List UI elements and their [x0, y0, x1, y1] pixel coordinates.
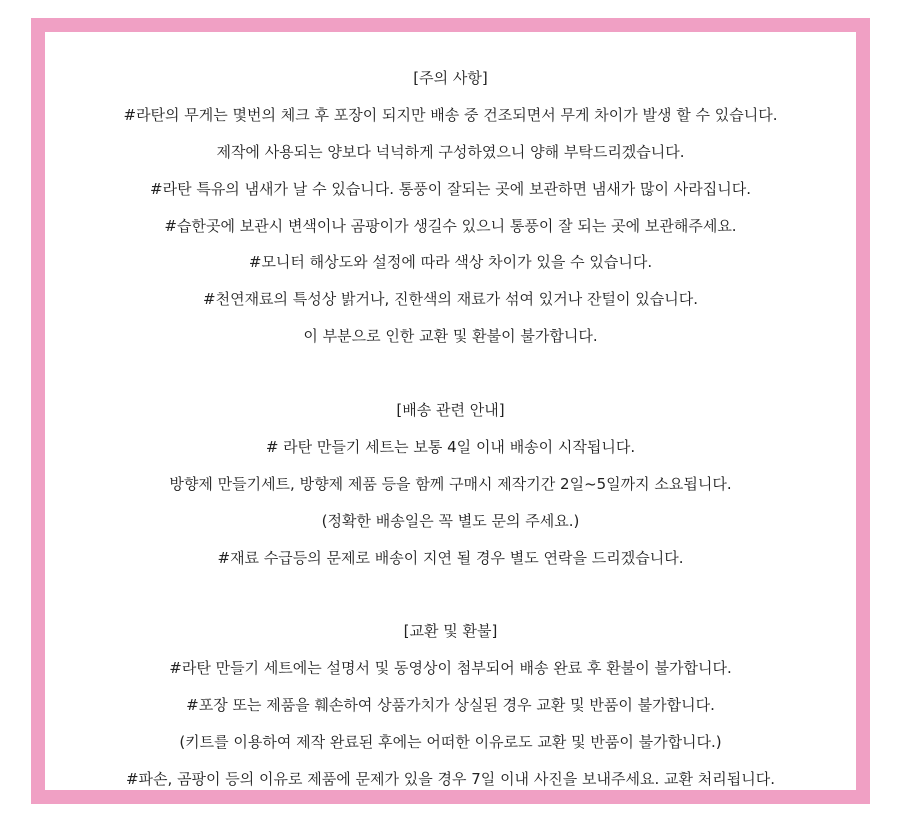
notice-line: #재료 수급등의 문제로 배송이 지연 될 경우 별도 연락을 드리겠습니다.	[217, 548, 684, 567]
notice-line: 제작에 사용되는 양보다 넉넉하게 구성하였으니 양해 부탁드리겠습니다.	[216, 142, 685, 161]
notice-line: #라탄 특유의 냄새가 날 수 있습니다. 통풍이 잘되는 곳에 보관하면 냄새가 많이 사라집니다.	[150, 179, 751, 198]
section-spacer	[45, 355, 856, 392]
notice-line: #라탄 만들기 세트에는 설명서 및 동영상이 첨부되어 배송 완료 후 환불이 불가합니다.	[169, 659, 732, 678]
notice-line: #파손, 곰팡이 등의 이유로 제품에 문제가 있을 경우 7일 이내 사진을 보내주세요. 교환 처리됩니다.	[125, 769, 776, 788]
section-exchange-refund	[45, 613, 856, 797]
notice-line: # 라탄 만들기 세트는 보통 4일 이내 배송이 시작됩니다.	[265, 437, 636, 456]
section-caution	[45, 60, 856, 355]
notice-line: #천연재료의 특성상 밝거나, 진한색의 재료가 섞여 있거나 잔털이 있습니다.	[203, 290, 698, 309]
section-shipping	[45, 392, 856, 576]
section-title: [배송 관련 안내]	[396, 401, 505, 420]
notice-line: 이 부분으로 인한 교환 및 환불이 불가합니다.	[303, 327, 598, 346]
notice-line: #라탄의 무게는 몇번의 체크 후 포장이 되지만 배송 중 건조되면서 무게 차이가 발생 할 수 있습니다.	[123, 105, 778, 124]
notice-content	[45, 60, 856, 798]
notice-line: #습한곳에 보관시 변색이나 곰팡이가 생길수 있으니 통풍이 잘 되는 곳에 보관해주세요.	[164, 216, 737, 235]
notice-line: #모니터 해상도와 설정에 따라 색상 차이가 있을 수 있습니다.	[248, 253, 653, 272]
notice-line: (키트를 이용하여 제작 완료된 후에는 어떠한 이유로도 교환 및 반품이 불가합니다.)	[179, 733, 722, 752]
section-title: [주의 사항]	[413, 69, 488, 87]
notice-line: (정확한 배송일은 꼭 별도 문의 주세요.)	[321, 511, 580, 530]
notice-line: #포장 또는 제품을 훼손하여 상품가치가 상실된 경우 교환 및 반품이 불가합니다.	[186, 696, 715, 715]
notice-line: 방향제 만들기세트, 방향제 제품 등을 함께 구매시 제작기간 2일~5일까지 소요됩니다.	[169, 474, 732, 493]
section-title: [교환 및 환불]	[403, 622, 498, 641]
section-spacer	[45, 576, 856, 613]
notice-frame	[31, 18, 870, 804]
